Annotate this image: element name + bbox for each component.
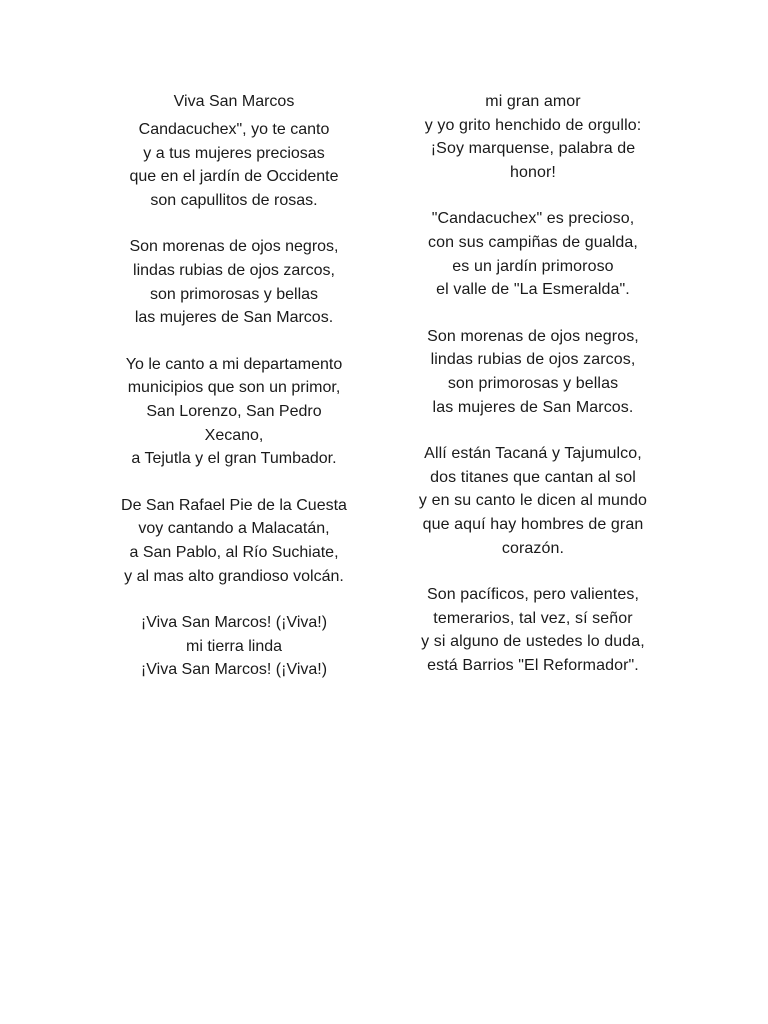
poem-line: dos titanes que cantan al sol [430,468,636,486]
stanza [383,325,683,419]
poem-column-right [383,90,683,700]
poem-title: Viva San Marcos [173,93,295,110]
poem-column-left [84,90,384,705]
poem-line: son capullitos de rosas. [150,191,318,209]
poem-line: Allí están Tacaná y Tajumulco, [424,445,642,463]
poem-line: corazón. [501,539,565,557]
poem-line: temerarios, tal vez, sí señor [433,609,633,627]
poem-line: lindas rubias de ojos zarcos, [133,261,335,279]
poem-line: a San Pablo, al Río Suchiate, [129,543,339,561]
stanza [84,611,384,682]
poem-line: y si alguno de ustedes lo duda, [421,633,645,651]
poem-line: que aquí hay hombres de gran [422,515,644,533]
poem-line: voy cantando a Malacatán, [138,520,330,538]
poem-line: Yo le canto a mi departamento [125,355,343,373]
poem-line: Son pacíficos, pero valientes, [426,586,639,604]
stanza [84,353,384,471]
stanza [383,583,683,677]
stanza [84,118,384,212]
poem-line: es un jardín primoroso [452,257,614,275]
poem-line: ¡Viva San Marcos! (¡Viva!) [140,614,328,632]
poem-line: Candacuchex", yo te canto [138,121,330,138]
stanza [383,207,683,301]
poem-line: ¡Viva San Marcos! (¡Viva!) [140,661,328,679]
poem-line: mi gran amor [485,93,581,110]
poem-line: "Candacuchex" es precioso, [431,210,635,228]
poem-line: son primorosas y bellas [447,374,619,392]
poem-line: Son morenas de ojos negros, [427,327,639,345]
poem-line: y al mas alto grandioso volcán. [124,567,344,585]
poem-line: Xecano, [204,426,264,444]
poem-line: está Barrios "El Reformador". [427,656,639,674]
poem-line: a Tejutla y el gran Tumbador. [131,450,337,468]
poem-line: con sus campiñas de gualda, [428,233,638,251]
stanza [84,494,384,588]
poem-line: De San Rafael Pie de la Cuesta [121,496,347,514]
poem-line: y en su canto le dicen al mundo [418,492,648,510]
poem-line: San Lorenzo, San Pedro [146,402,322,420]
poem-line: ¡Soy marquense, palabra de [430,140,636,158]
poem-line: honor! [510,163,556,181]
poem-line: y a tus mujeres preciosas [143,144,325,162]
poem-line: el valle de "La Esmeralda". [436,281,630,299]
poem-line: las mujeres de San Marcos. [134,309,334,327]
poem-line: que en el jardín de Occidente [129,168,339,186]
poem-line: lindas rubias de ojos zarcos, [430,351,636,369]
poem-line: municipios que son un primor, [127,379,341,397]
stanza [84,235,384,329]
stanza [383,90,683,184]
poem-line: son primorosas y bellas [149,285,319,303]
poem-line: Son morenas de ojos negros, [129,238,339,256]
stanza [383,442,683,560]
poem-line: las mujeres de San Marcos. [432,398,634,416]
poem-line: mi tierra linda [185,637,283,655]
poem-line: y yo grito henchido de orgullo: [424,116,642,134]
